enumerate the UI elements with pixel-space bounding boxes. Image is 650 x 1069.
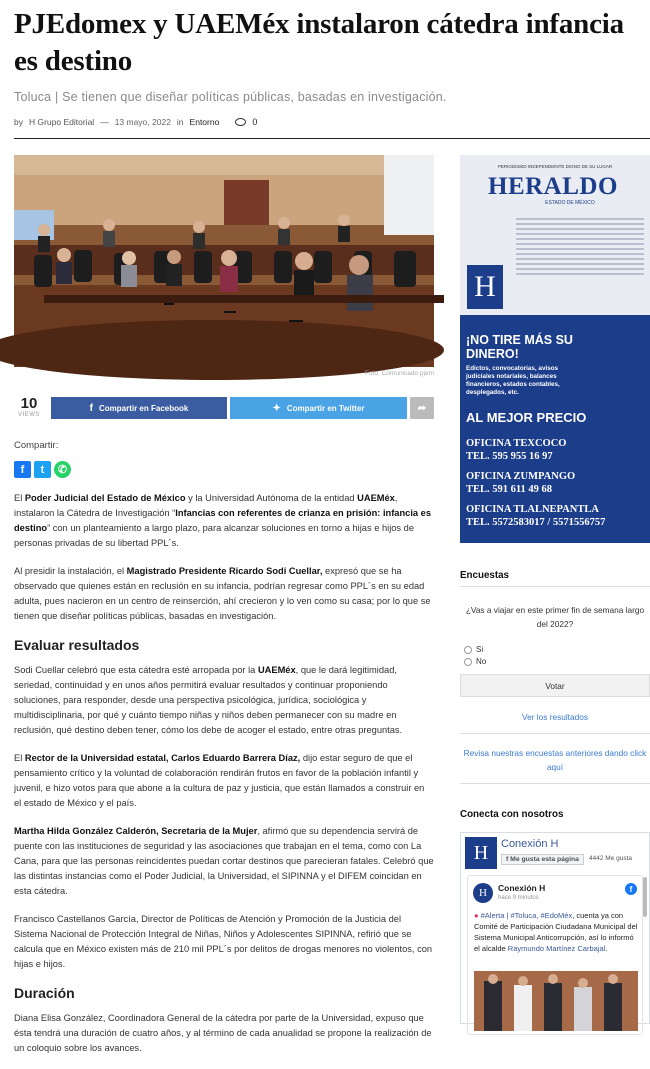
poll-option-si[interactable]: Si (464, 645, 483, 654)
ad-headline: ¡NO TIRE MÁS SU DINERO! (466, 333, 573, 361)
heraldo-advertisement[interactable] (460, 155, 650, 543)
paragraph: Martha Hilda González Calderón, Secretaria de la Mujer, afirmó que su dependencia servirá de puente con las instituciones de seguridad y las asociaciones que trabajan en el tema, como con La Cana, para que las personas reincidentes puedan cortar destinos que parecieran fatales. Celebró que las distintas instancias como el Poder Judicial, la Universidad, el SIPINNA y el DIFEM coincidan en esta cátedra. (14, 826, 434, 896)
like-page-button[interactable]: f Me gusta esta página (501, 854, 584, 865)
ad-services: Edictos, convocatorias, avisos judiciales notariales, balances financieros, estados contables, desplegados, etc. (466, 365, 560, 396)
section-heading-duracion: Duración (14, 985, 75, 1001)
photo-caption: Foto: Comunicado pjem (364, 370, 434, 377)
author-link[interactable]: H Grupo Editorial (28, 117, 95, 127)
office-texcoco: OFICINA TEXCOCO TEL. 595 955 16 97 (466, 438, 567, 462)
title-divider (14, 138, 650, 139)
meta-separator: — (100, 117, 109, 127)
post-author[interactable]: Conexión H (498, 883, 546, 893)
alert-icon: ● (474, 911, 479, 920)
poll-divider (460, 586, 650, 587)
ad-copy (466, 333, 576, 397)
heraldo-logo: H (467, 265, 503, 309)
poll-divider (460, 733, 650, 734)
ad-brand: HERALDO (488, 173, 618, 200)
widget-scrollbar[interactable] (643, 877, 647, 917)
ad-offices (466, 437, 605, 536)
facebook-icon: f (506, 856, 511, 863)
poll-option-no[interactable]: No (464, 657, 486, 666)
poll-divider (460, 783, 650, 784)
poll-archive-link[interactable]: Revisa nuestras encuestas anteriores dando click aquí (463, 748, 647, 772)
twitter-share-icon[interactable]: t (34, 461, 51, 478)
vote-button[interactable]: Votar (460, 674, 650, 697)
ad-tagline: PERIODISMO INDEPENDIENTE DIGNO DE SU LUGAR (497, 164, 613, 169)
ad-price: AL MEJOR PRECIO (466, 410, 587, 425)
share-facebook-label: Compartir en Facebook (98, 403, 189, 413)
share-heading: Compartir: (14, 440, 59, 451)
comment-icon[interactable] (235, 118, 246, 126)
fb-page-name[interactable]: Conexión H (501, 838, 559, 850)
share-facebook-button[interactable] (51, 397, 227, 419)
share-twitter-button[interactable] (230, 397, 407, 419)
views-count: 10 (20, 395, 38, 412)
article-meta (14, 117, 257, 127)
post-avatar[interactable]: H (473, 883, 493, 903)
article-photo (14, 155, 434, 367)
office-tlalnepantla: OFICINA TLALNEPANTLA TEL. 5572583017 / 5571556757 (466, 504, 606, 528)
publish-date: 13 mayo, 2022 (114, 117, 171, 127)
paragraph: Francisco Castellanos García, Director de Políticas de Atención y Promoción de la Justicia del Sistema Nacional de Protección Integral de Niñas, Niños y Adolescentes SIPINNA, refirió que se calcula que en México existen más de 210 mil PPL´s por delitos de drogas menores no violentos, con hijas e hijos. (14, 914, 433, 969)
poll-question: ¿Vas a viajar en este primer fin de semana largo del 2022? (465, 605, 645, 629)
connect-heading: Conecta con nosotros (460, 809, 564, 820)
poll-results-link[interactable]: Ver los resultados (522, 712, 588, 722)
whatsapp-share-icon[interactable]: ✆ (54, 461, 71, 478)
meta-in: in (176, 117, 184, 127)
office-zumpango: OFICINA ZUMPANGO TEL. 591 611 49 68 (466, 471, 576, 495)
share-arrow-icon: ➦ (417, 402, 427, 414)
article-subtitle: Toluca | Se tienen que diseñar políticas públicas, basadas en investigación. (14, 90, 447, 104)
social-share-icons (14, 461, 71, 478)
ad-newspaper-header (460, 155, 650, 315)
paragraph: El Poder Judicial del Estado de México y la Universidad Autónoma de la entidad UAEMéx, instalaron la Cátedra de Investigación “Infancias con referentes de crianza en prisión: infancia es destino” con un planteamiento a largo plazo, para alcanzar soluciones en torno a hijas e hijos de personas privadas de su libertad PPL´s. (14, 493, 432, 548)
post-image[interactable] (474, 971, 638, 1031)
paragraph: Sodi Cuellar celebró que esta cátedra esté arropada por la UAEMéx, que le dará legitimidad, seriedad, continuidad y en unos años permitirá evaluar resultados y continuar proponiendo soluciones, para responder, desde una perspectiva psicológica, jurídica, sociológica y multidisciplinaria, por qué y cuánto tiempo niñas y niños deben permanecer con su madre en reclusión, qué destino deben tener, cómo los debe de acoger el estado, entre otras preguntas. (14, 665, 403, 735)
poll-heading: Encuestas (460, 570, 510, 581)
ad-newspaper-graphic (510, 215, 650, 315)
more-share-button[interactable] (410, 397, 434, 419)
facebook-page-widget[interactable] (460, 832, 650, 1024)
like-count: 4442 Me gusta (589, 855, 633, 862)
post-time: hace 9 minutos (498, 895, 539, 901)
meta-by: by (14, 117, 23, 127)
views-counter (14, 396, 44, 418)
article-title: PJEdomex y UAEMéx instalaron cátedra infancia es destino (14, 8, 624, 77)
category-link[interactable]: Entorno (189, 117, 220, 127)
page-avatar[interactable]: H (465, 837, 497, 869)
fb-post[interactable] (467, 875, 643, 1035)
article-body (14, 491, 434, 1069)
facebook-icon: f (625, 883, 637, 895)
views-label: VIEWS (18, 412, 40, 418)
twitter-icon: ✦ (272, 402, 281, 414)
radio-icon[interactable] (464, 646, 472, 654)
facebook-icon: f (89, 402, 93, 414)
post-text: ● #Alerta | #Toluca, #EdoMéx, cuenta ya con Comité de Participación Ciudadana Municipal del Sistema Municipal Anticorrupción, así lo informó el alcalde Raymundo Martínez Carbajal. (474, 911, 638, 953)
paragraph: Al presidir la instalación, el Magistrado Presidente Ricardo Sodi Cuellar, expresó que se ha observado que quienes están en reclusión en su infancia, podrían regresar como PPL´s en su edad adulta, pues nacieron en un centro de reinserción, ahí crecieron y lo ven como su casa; por lo que se tienen que diseñar políticas públicas, basadas en investigación. (14, 566, 431, 621)
facebook-share-icon[interactable]: f (14, 461, 31, 478)
share-twitter-label: Compartir en Twitter (286, 403, 365, 413)
ad-state: ESTADO DE MÉXICO (545, 200, 595, 206)
section-heading-evaluar: Evaluar resultados (14, 637, 140, 653)
paragraph: Diana Elisa González, Coordinadora General de la cátedra por parte de la Universidad, expuso que ésta tendrá una duración de cuatro años, y al término de cada anualidad se propone la realización de un coloquio sobre los avances. (14, 1013, 432, 1053)
radio-icon[interactable] (464, 658, 472, 666)
comment-count[interactable]: 0 (252, 117, 258, 127)
paragraph: El Rector de la Universidad estatal, Carlos Eduardo Barrera Díaz, dijo estar seguro de que el pensamiento crítico y la voluntad de colaboración rendirán frutos en favor de la población infantil y juvenil, e hizo votos para que abone a la cultura de paz y justicia, que están llamados a construir en el estado de México y el país. (14, 753, 425, 808)
